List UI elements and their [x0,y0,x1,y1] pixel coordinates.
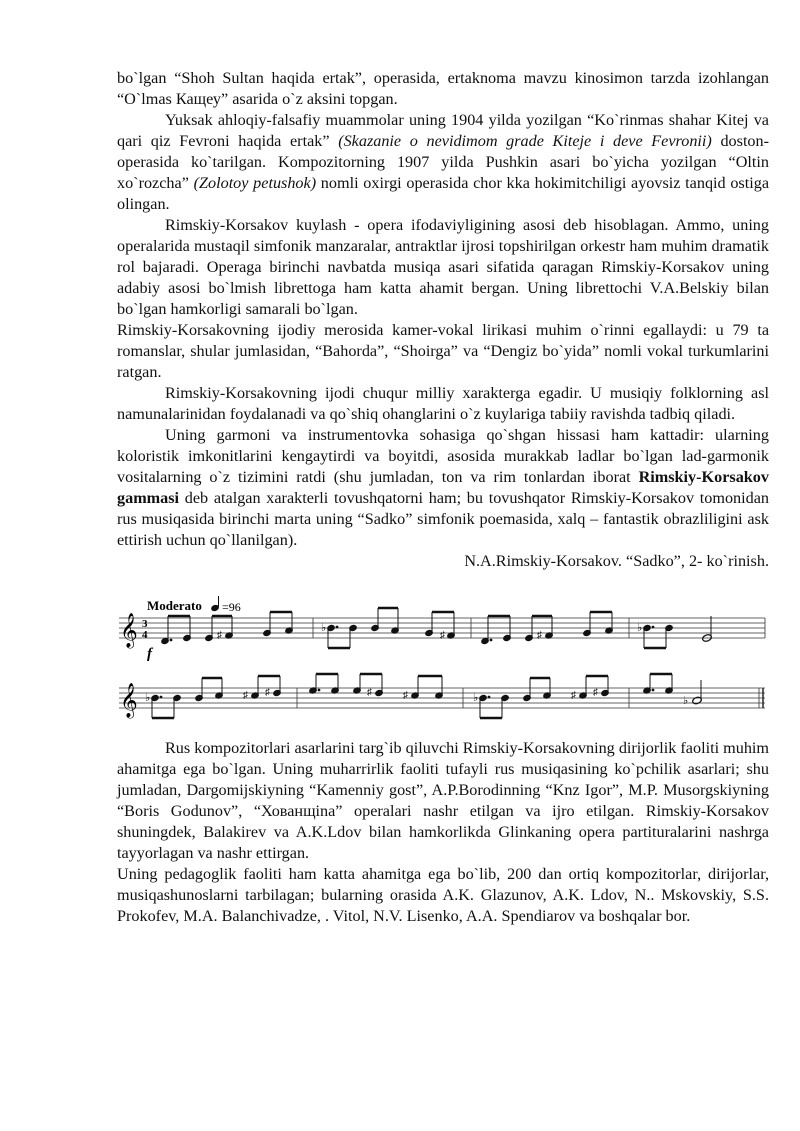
metronome-marking: =96 [222,600,241,614]
svg-text:♯: ♯ [440,630,445,641]
svg-text:♭: ♭ [683,695,689,707]
svg-text:♯: ♯ [265,687,270,698]
svg-text:♯: ♯ [593,687,598,698]
tempo-marking: Moderato [147,598,202,613]
time-signature-top: 3 [142,618,148,630]
time-signature-bottom: 4 [142,629,148,641]
paragraph-2-part-a: Yuksak ahloqiy-falsafiy muammolar uning 1904 yilda yozilgan “Ko`rinmas shahar Kitej va qari qiz Fevroni haqida ertak” [117,111,769,150]
paragraph-2-part-e: nomli oxirgi operasida chor kka hokimitchiligi ayovsiz tanqid ostiga olingan. [117,174,770,213]
paragraph-6-part-a: Uning garmoni va instrumentovka sohasiga qo`shgan hissasi ham kattadir: ularning koloristik imkonitlarini kengaytirdi va boyitdi, asosida murakkab ladlar bo`lgan lad-garmonik vositalarning o`z tizimini ratdi (shu jumladan, ton va rim tonlardan iborat [117,426,769,486]
kitej-title-italic: (Skazanie o nevidimom grade Kiteje i deve Fevronii) [338,132,712,150]
score-caption: N.A.Rimskiy-Korsakov. “Sadko”, 2- ko`rinish. [464,552,769,570]
svg-text:♯: ♯ [367,687,372,698]
paragraph-2 [117,110,769,215]
paragraph-1: bo`lgan “Shoh Sultan haqida ertak”, operasida, ertaknoma mavzu kinosimon tarzda izohlangan “O`lmas Кащеу” asarida o`z aksini topgan. [117,69,769,108]
petushok-title-italic: (Zolotoy petushok) [193,174,317,192]
paragraph-7: Rus kompozitorlari asarlarini targ`ib qiluvchi Rimskiy-Korsakovning dirijorlik faoliti muhim ahamitga ega bo`lgan. Uning muharrirlik faoliti tufayli rus musiqasining ko`pchilik asarlari; shu jumladan, Dargomijskiyning “Kamenniy gost”, A.P.Borodinning “Knz Igor”, M.P. Musorgskiyning “Boris Godunov”, “Хованщina” operalari nashr etilgan va ijro etilgan. Rimskiy-Korsakov shuningdek, Balakirev va A.K.Ldov bilan hamkorlikda Glinkaning opera partituralarini nashrga tayyorlagan va nashr ettirgan. [117,739,769,862]
paragraph-6 [117,425,769,551]
treble-clef-icon: 𝄞 [120,613,138,648]
rimsky-korsakov-scale-term: Rimskiy-Korsakov gammasi [117,468,769,507]
music-score [117,596,769,726]
paragraph-5: Rimskiy-Korsakovning ijodi chuqur milliy xarakterga egadir. U musiqiy folklorning asl namunalarinidan foydalanadi va qo`shiq ohanglarini o`z kuylariga tabiiy ravishda tadbiq qiladi. [117,384,769,423]
music-score-image [117,596,769,726]
paragraph-3: Rimskiy-Korsakov kuylash - opera ifodaviyligining asosi deb hisoblagan. Ammo, uning operalarida mustaqil simfonik manzaralar, antraktlar ijrosi topshirilgan orkestr ham muhim dramatik rol bajaradi. Operaga birinchi navbatda musiqa asari sifatida qaragan Rimskiy-Korsakov uning adabiy asosi bo`lmish librettoga ham katta ahamit bergan. Uning librettochi V.A.Belskiy bilan bo`lgan hamkorligi samarali bo`lgan. [117,216,769,318]
svg-text:♯: ♯ [217,630,222,641]
svg-text:♭: ♭ [145,692,151,704]
svg-text:♯: ♯ [243,690,248,701]
staff-2-notes [145,674,702,718]
dynamic-marking: f [147,646,152,662]
paragraph-8: Uning pedagoglik faoliti ham katta ahamitga ega bo`lib, 200 dan ortiq kompozitorlar, dirijorlar, musiqashunoslarni tarbilagan; bularning orasida A.K. Glazunov, A.K. Ldov, N.. Mskovskiy, S.S. Prokofev, M.A. Balanchivadze, . Vitol, N.V. Lisenko, A.A. Spendiarov va boshqalar bor. [117,865,769,925]
svg-text:♭: ♭ [473,692,479,704]
paragraph-2-part-c: doston-operasida ko`tarilgan. Kompozitorning 1907 yilda Pushkin asari bo`yicha yozilgan “Oltin xo`rozcha” [117,132,770,192]
svg-text:♯: ♯ [403,690,408,701]
svg-text:♭: ♭ [321,622,327,634]
svg-text:♭: ♭ [637,622,643,634]
paragraph-6-part-c: deb atalgan xarakterli tovushqatorni ham; bu tovushqator Rimskiy-Korsakov tomonidan rus musiqasida birinchi marta uning “Sadko” simfonik poemasida, xalq – fantastik obrazliligini ask ettirish uchun qo`llanilgan). [117,489,769,549]
paragraph-4: Rimskiy-Korsakovning ijodiy merosida kamer-vokal lirikasi muhim o`rinni egallaydi: u 79 ta romanslar, shular jumlasidan, “Bahorda”, “Shoirga” va “Dengiz bo`yida” nomli vokal turkumlarini ratgan. [117,321,769,381]
document-page [117,68,769,927]
treble-clef-icon-2: 𝄞 [120,683,138,718]
svg-text:♯: ♯ [571,690,576,701]
svg-text:♯: ♯ [537,630,542,641]
